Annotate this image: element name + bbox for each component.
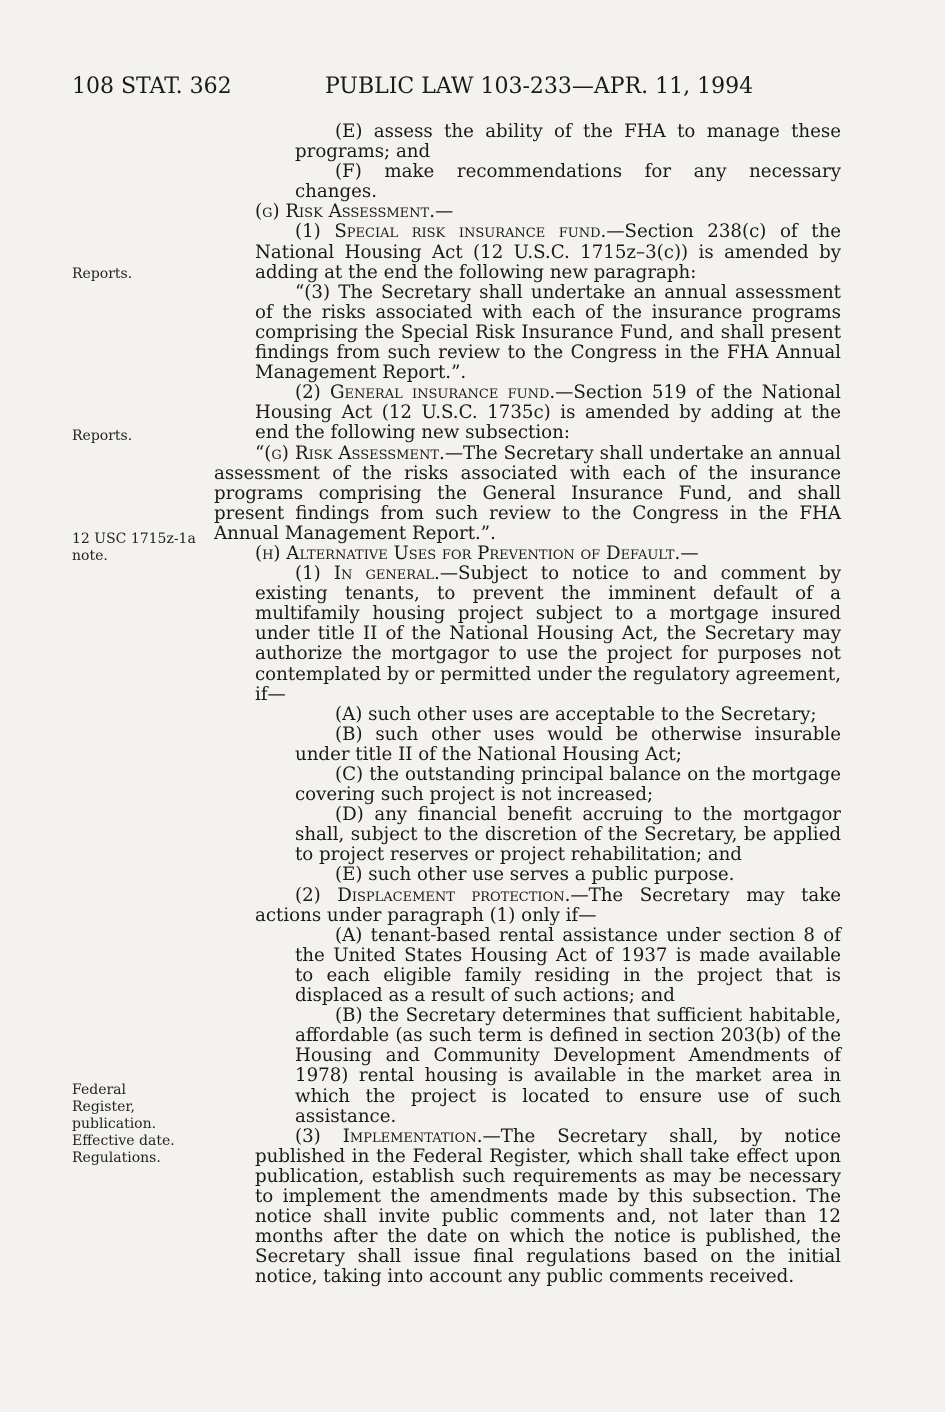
heading-text: (g) Risk Assessment.—	[255, 201, 454, 223]
page-header	[72, 74, 872, 110]
margin-note-usc-line: note.	[72, 548, 108, 564]
heading-text: (3) Implementation.	[295, 1125, 483, 1147]
page-reference: 108 STAT. 362	[72, 74, 232, 99]
clause-h1-d	[214, 805, 841, 865]
heading-text: “(g) Risk Assessment.	[255, 442, 445, 464]
clause-text: (B) the Secretary determines that sufficient habitable, affordable (as such term is defined in section 203(b) of the Housing and Community Development Amendments of 1978) rental housing is available in the market area in which the project is located to ensure use of such assistance.	[295, 1005, 841, 1127]
clause-text: (F) make recommendations for any necessary changes.	[295, 161, 841, 203]
margin-note-line: publication.	[72, 1116, 157, 1132]
quote-g2	[214, 444, 841, 544]
paragraph-text: —Subject to notice to and comment by existing tenants, to prevent the imminent default of a multifamily housing project subject to a mortgage insured under title II of the National Housing Act, the Secretary may authorize the mortgagor to use the project for purposes not contemplated by or permitted under the regulatory agreement, if—	[255, 563, 842, 705]
clause-text: (A) tenant-based rental assistance under section 8 of the United States Housing Act of 1937 is made available to each eligible family residing in the project that is displaced as a result of such actions; and	[295, 924, 841, 1007]
clause-h2-b	[214, 1006, 841, 1127]
clause-text: (E) assess the ability of the FHA to manage these programs; and	[295, 121, 841, 163]
margin-note-line: Effective date.	[72, 1133, 175, 1149]
heading-text: (1) In general.	[295, 563, 440, 585]
subsection-h-heading	[214, 544, 841, 564]
clause-f	[214, 162, 841, 202]
clause-h2-a	[214, 926, 841, 1006]
paragraph-text: —The Secretary shall, by notice published in the Federal Register, which shall take effect upon publication, establish such requirements as may be necessary to implement the amendments made by this subsection. The notice shall invite public comments and, not later than 12 months after the date on which the notice is published, the Secretary shall issue final regulations based on the initial notice, taking into account any public comments received.	[255, 1125, 841, 1288]
margin-note-usc	[72, 531, 212, 565]
paragraph-text: —Section 519 of the National Housing Act (12 U.S.C. 1735c) is amended by adding at the end the following new subsection:	[255, 382, 841, 444]
paragraph-text: —The Secretary may take actions under paragraph (1) only if—	[255, 884, 842, 926]
margin-note-line: Federal	[72, 1082, 126, 1098]
heading-text: (1) Special risk insurance fund.	[295, 221, 607, 243]
margin-note-federal-register	[72, 1082, 212, 1167]
margin-note-reports: Reports.	[72, 266, 133, 282]
clause-h1-a	[214, 705, 841, 725]
clause-text: (E) such other use serves a public purpose.	[335, 864, 735, 886]
paragraph-h1	[214, 564, 841, 705]
law-title: PUBLIC LAW 103-233—APR. 11, 1994	[325, 74, 754, 99]
heading-text: (2) General insurance fund.	[295, 382, 556, 404]
quote-g1	[214, 283, 841, 383]
clause-h1-c	[214, 765, 841, 805]
subsection-g-heading	[214, 202, 841, 222]
margin-note-reports: Reports.	[72, 428, 133, 444]
margin-note-line: Regulations.	[72, 1150, 161, 1166]
paragraph-h2	[214, 886, 841, 926]
paragraph-g2	[214, 383, 841, 443]
heading-text: (2) Displacement protection.	[295, 884, 571, 906]
statute-body	[214, 122, 841, 1287]
heading-text: (h) Alternative Uses for Prevention of Default.—	[255, 542, 699, 564]
quote-text: “(3) The Secretary shall undertake an annual assessment of the risks associated with each of the insurance programs comprising the Special Risk Insurance Fund, and shall present findings from such review to the Congress in the FHA Annual Management Report.”.	[255, 281, 841, 384]
clause-text: (B) such other uses would be otherwise insurable under title II of the National Housing Act;	[295, 723, 841, 765]
paragraph-h3	[214, 1127, 841, 1288]
margin-note-line: Register,	[72, 1099, 135, 1115]
clause-e	[214, 122, 841, 162]
quote-text: —The Secretary shall undertake an annual assessment of the risks associated with each of the insurance programs comprising the General Insurance Fund, and shall present findings from such review to the Congress in the FHA Annual Management Report.”.	[214, 442, 841, 544]
margin-note-usc-line: 12 USC 1715z-1a	[72, 531, 196, 547]
clause-h1-b	[214, 725, 841, 765]
clause-h1-e	[214, 865, 841, 885]
clause-text: (D) any financial benefit accruing to the mortgagor shall, subject to the discretion of the Secretary, be applied to project reserves or project rehabilitation; and	[295, 804, 841, 866]
paragraph-text: —Section 238(c) of the National Housing Act (12 U.S.C. 1715z–3(c)) is amended by adding at the end the following new paragraph:	[255, 221, 841, 283]
paragraph-g1	[214, 222, 841, 282]
clause-text: (A) such other uses are acceptable to the Secretary;	[335, 703, 817, 725]
clause-text: (C) the outstanding principal balance on the mortgage covering such project is not increased;	[295, 764, 841, 806]
